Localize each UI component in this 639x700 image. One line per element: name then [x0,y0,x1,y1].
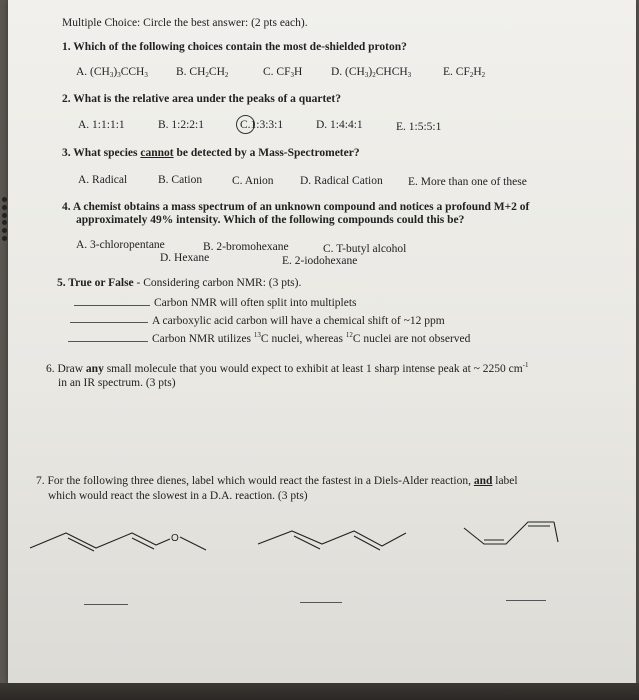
q2-choice-b[interactable]: B. 1:2:2:1 [158,119,205,131]
q1-choice-e[interactable]: E. $CF_2H_2$ [443,66,486,79]
binder-hole [2,213,7,218]
diene-2-answer-blank[interactable] [300,602,342,603]
q2-choice-a[interactable]: A. 1:1:1:1 [78,119,125,131]
q4-choice-e[interactable]: E. 2-iodohexane [282,255,358,267]
q1-choice-c[interactable]: C. $CF_3H$ [263,66,303,79]
q5-answer-blank-1[interactable] [74,305,150,306]
binder-hole [2,220,7,225]
q3-choice-d[interactable]: D. Radical Cation [300,175,383,187]
instructions-header: Multiple Choice: Circle the best answer: (2 pts each). [62,17,308,29]
q5-statement-2: A carboxylic acid carbon will have a chemical shift of ~12 ppm [152,315,445,327]
q3-prompt: 3. What species cannot be detected by a Mass-Spectrometer? [62,147,360,159]
q4-choice-d[interactable]: D. Hexane [160,252,210,264]
q4-prompt-line1: 4. A chemist obtains a mass spectrum of an unknown compound and notices a profound M+2 of [62,201,530,213]
q2-choice-d[interactable]: D. 1:4:4:1 [316,119,363,131]
q3-choice-b[interactable]: B. Cation [158,174,203,186]
q2-choice-c[interactable]: C.1:3:3:1 [240,119,284,131]
table-edge [0,683,639,700]
binder-hole [2,205,7,210]
binder-hole [2,228,7,233]
q1-choice-a[interactable]: A. $(CH_3)_3CCH_3$ [76,66,148,79]
q2-prompt: 2. What is the relative area under the peaks of a quartet? [62,93,341,105]
diene-1-structure [28,520,218,560]
binder-hole [2,236,7,241]
q7-prompt-line2: which would react the slowest in a D.A. reaction. (3 pts) [48,490,308,502]
q2-choice-e[interactable]: E. 1:5:5:1 [396,121,442,133]
q6-prompt-line1: 6. Draw any small molecule that you would expect to exhibit at least 1 sharp intense peak at ~ 2250 $cm^{-1}$ [46,361,529,375]
diene-3-answer-blank[interactable] [506,600,546,601]
oxygen-label: O [171,533,179,544]
q4-choice-b[interactable]: B. 2-bromohexane [203,241,289,253]
q5-answer-blank-2[interactable] [70,322,148,323]
q1-prompt: 1. Which of the following choices contain the most de-shielded proton? [62,41,407,53]
q4-choice-c[interactable]: C. T-butyl alcohol [323,243,407,255]
q3-choice-a[interactable]: A. Radical [78,174,128,186]
q4-choice-a[interactable]: A. 3-chloropentane [76,239,165,251]
q3-choice-e[interactable]: E. More than one of these [408,176,527,188]
diene-2-structure [256,520,416,560]
q5-statement-3: Carbon NMR utilizes $^{13}$C nuclei, whereas $^{12}$C nuclei are not observed [152,331,471,345]
q5-answer-blank-3[interactable] [68,341,148,342]
q4-prompt-line2: approximately 49% intensity. Which of the following compounds could this be? [76,214,465,226]
q5-title: 5. True or False - Considering carbon NMR: (3 pts). [57,277,302,289]
binder-holes [2,197,8,241]
diene-3-structure [462,514,562,554]
q3-choice-c[interactable]: C. Anion [232,175,274,187]
diene-1-answer-blank[interactable] [84,604,128,605]
q6-prompt-line2: in an IR spectrum. (3 pts) [58,377,176,389]
q1-choice-b[interactable]: B. $CH_2CH_2$ [176,66,229,79]
q5-statement-1: Carbon NMR will often split into multiplets [154,297,357,309]
q1-choice-d[interactable]: D. $(CH_3)_2CHCH_3$ [331,66,412,79]
binder-hole [2,197,7,202]
q7-prompt-line1: 7. For the following three dienes, label which would react the fastest in a Diels-Alder reaction, and label [36,475,518,487]
